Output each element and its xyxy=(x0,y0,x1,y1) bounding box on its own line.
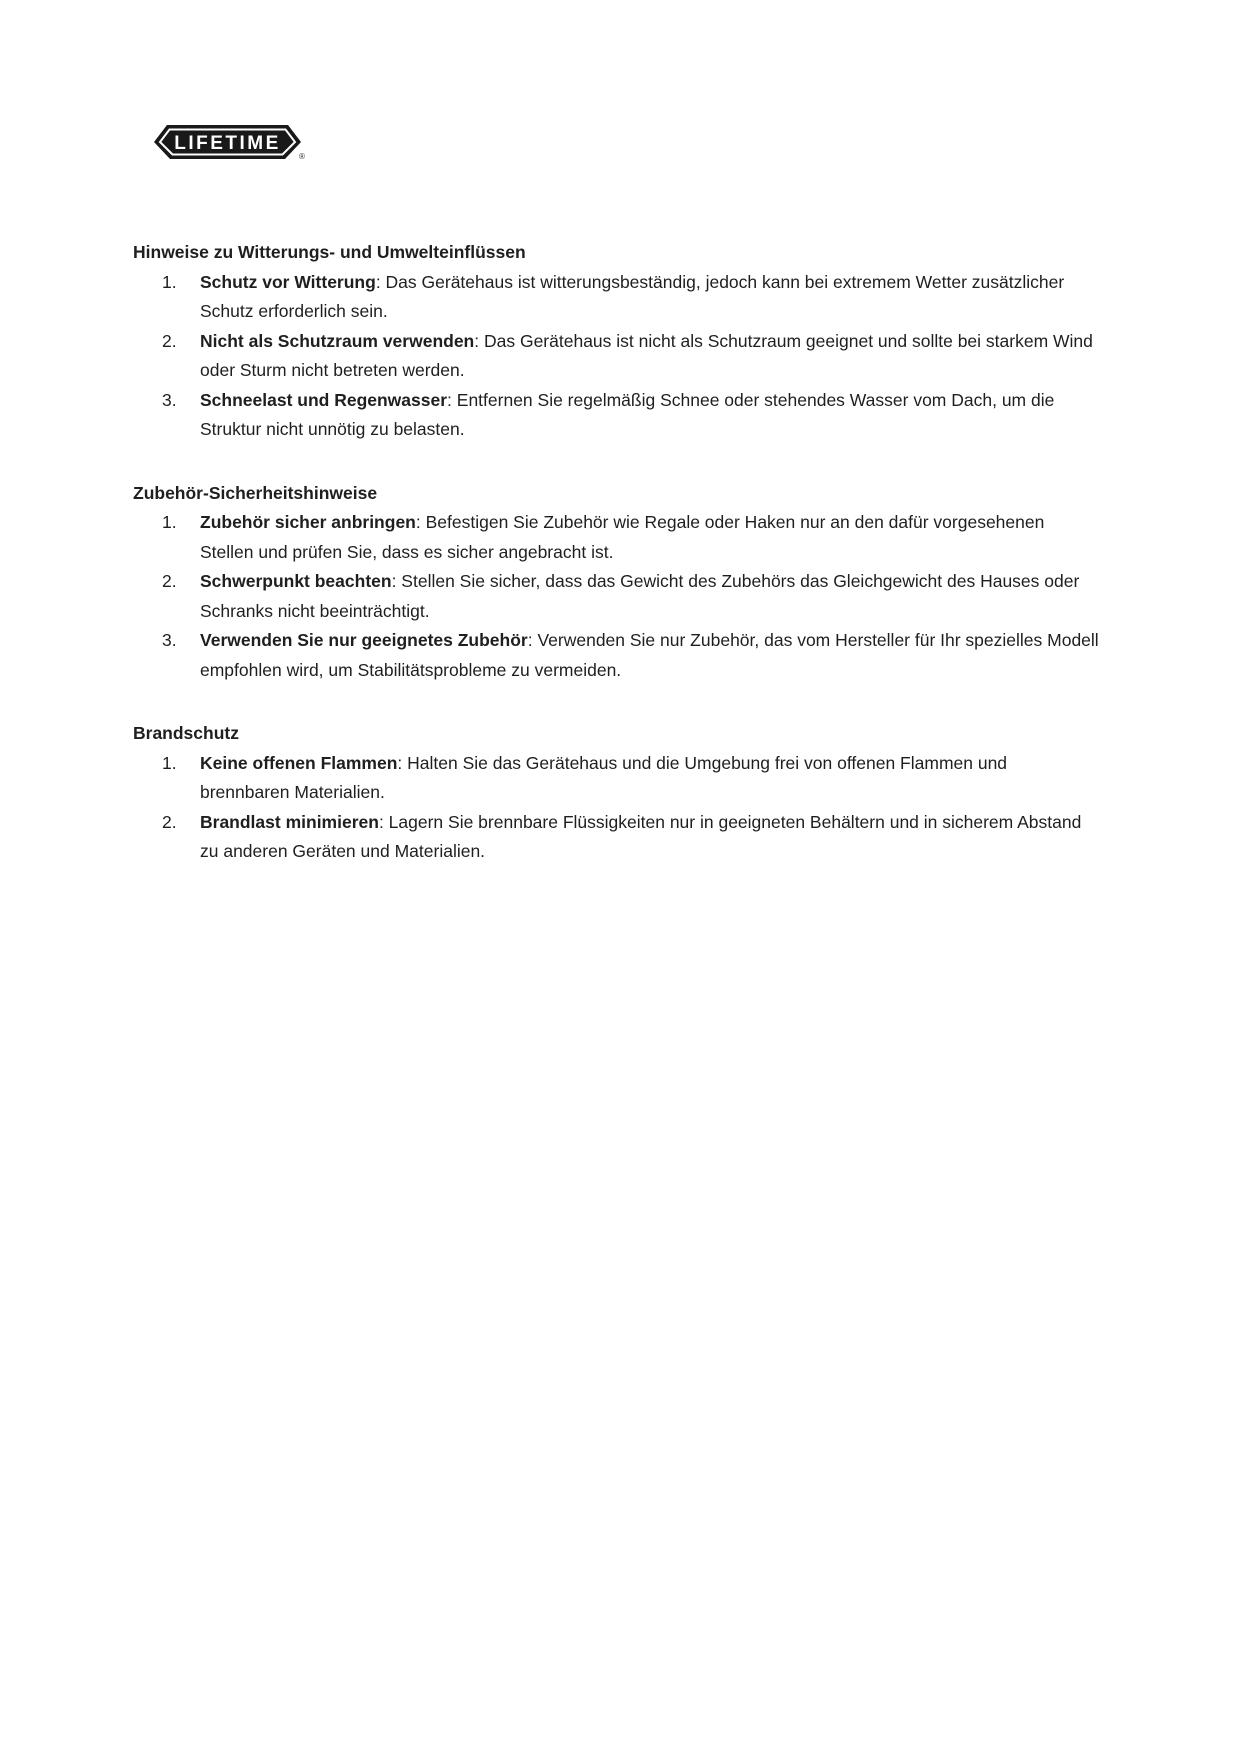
item-lead: Verwenden Sie nur geeignetes Zubehör xyxy=(200,630,528,650)
item-number: 1. xyxy=(162,271,177,292)
item-text: : Halten Sie das Gerätehaus und die Umgebung frei von offenen Flammen und brennbaren Materialien. xyxy=(200,752,1008,802)
list-item xyxy=(133,749,1101,808)
item-number: 1. xyxy=(162,512,177,532)
item-lead: Keine offenen Flammen xyxy=(200,752,398,773)
item-lead: Nicht als Schutzraum verwenden xyxy=(200,330,475,351)
section-heading: Brandschutz xyxy=(133,723,239,743)
item-lead: Schneelast und Regenwasser xyxy=(200,389,448,410)
lifetime-logo xyxy=(154,123,301,161)
item-text: : Verwenden Sie nur Zubehör, das vom Hersteller für Ihr spezielles Modell empfohlen wird, um Stabilitätsprobleme zu vermeiden. xyxy=(200,630,1099,680)
item-number: 1. xyxy=(162,752,177,773)
item-lead: Brandlast minimieren xyxy=(200,811,379,832)
item-text: : Stellen Sie sicher, dass das Gewicht des Zubehörs das Gleichgewicht des Hauses oder Schranks nicht beeinträchtigt. xyxy=(200,571,1080,621)
registered-trademark-symbol: ® xyxy=(299,152,305,161)
section-accessory-safety xyxy=(133,479,1101,686)
list-item xyxy=(133,567,1101,626)
logo-text: LIFETIME xyxy=(174,133,281,154)
section-heading: Hinweise zu Witterungs- und Umwelteinflüssen xyxy=(133,242,526,262)
item-number: 2. xyxy=(162,330,177,351)
numbered-list xyxy=(133,508,1101,685)
list-item xyxy=(133,268,1101,327)
item-number: 3. xyxy=(162,389,177,410)
item-text: : Befestigen Sie Zubehör wie Regale oder Haken nur an den dafür vorgesehenen Stellen und prüfen Sie, dass es sicher angebracht ist. xyxy=(200,512,1045,562)
item-text: : Das Gerätehaus ist witterungsbeständig, jedoch kann bei extremem Wetter zusätzlicher Schutz erforderlich sein. xyxy=(200,271,1065,321)
item-text: : Lagern Sie brennbare Flüssigkeiten nur in geeigneten Behältern und in sicherem Abstand zu anderen Geräten und Materialien. xyxy=(200,811,1082,861)
list-item xyxy=(133,808,1101,867)
item-number: 2. xyxy=(162,811,177,832)
item-text: : Entfernen Sie regelmäßig Schnee oder stehendes Wasser vom Dach, um die Struktur nicht unnötig zu belasten. xyxy=(200,389,1055,439)
item-number: 2. xyxy=(162,571,177,591)
document-content xyxy=(133,238,1101,901)
section-weather-notes xyxy=(133,238,1101,445)
item-number: 3. xyxy=(162,630,177,650)
item-text: : Das Gerätehaus ist nicht als Schutzraum geeignet und sollte bei starkem Wind oder Sturm nicht betreten werden. xyxy=(200,330,1093,380)
list-item xyxy=(133,508,1101,567)
list-item xyxy=(133,626,1101,685)
section-fire-protection xyxy=(133,719,1101,867)
numbered-list xyxy=(133,268,1101,445)
item-lead: Schwerpunkt beachten xyxy=(200,571,392,591)
list-item xyxy=(133,386,1101,445)
lifetime-logo-badge xyxy=(154,123,301,161)
list-item xyxy=(133,327,1101,386)
section-heading: Zubehör-Sicherheitshinweise xyxy=(133,482,378,503)
item-lead: Zubehör sicher anbringen xyxy=(200,512,416,532)
item-lead: Schutz vor Witterung xyxy=(200,271,376,292)
numbered-list xyxy=(133,749,1101,867)
